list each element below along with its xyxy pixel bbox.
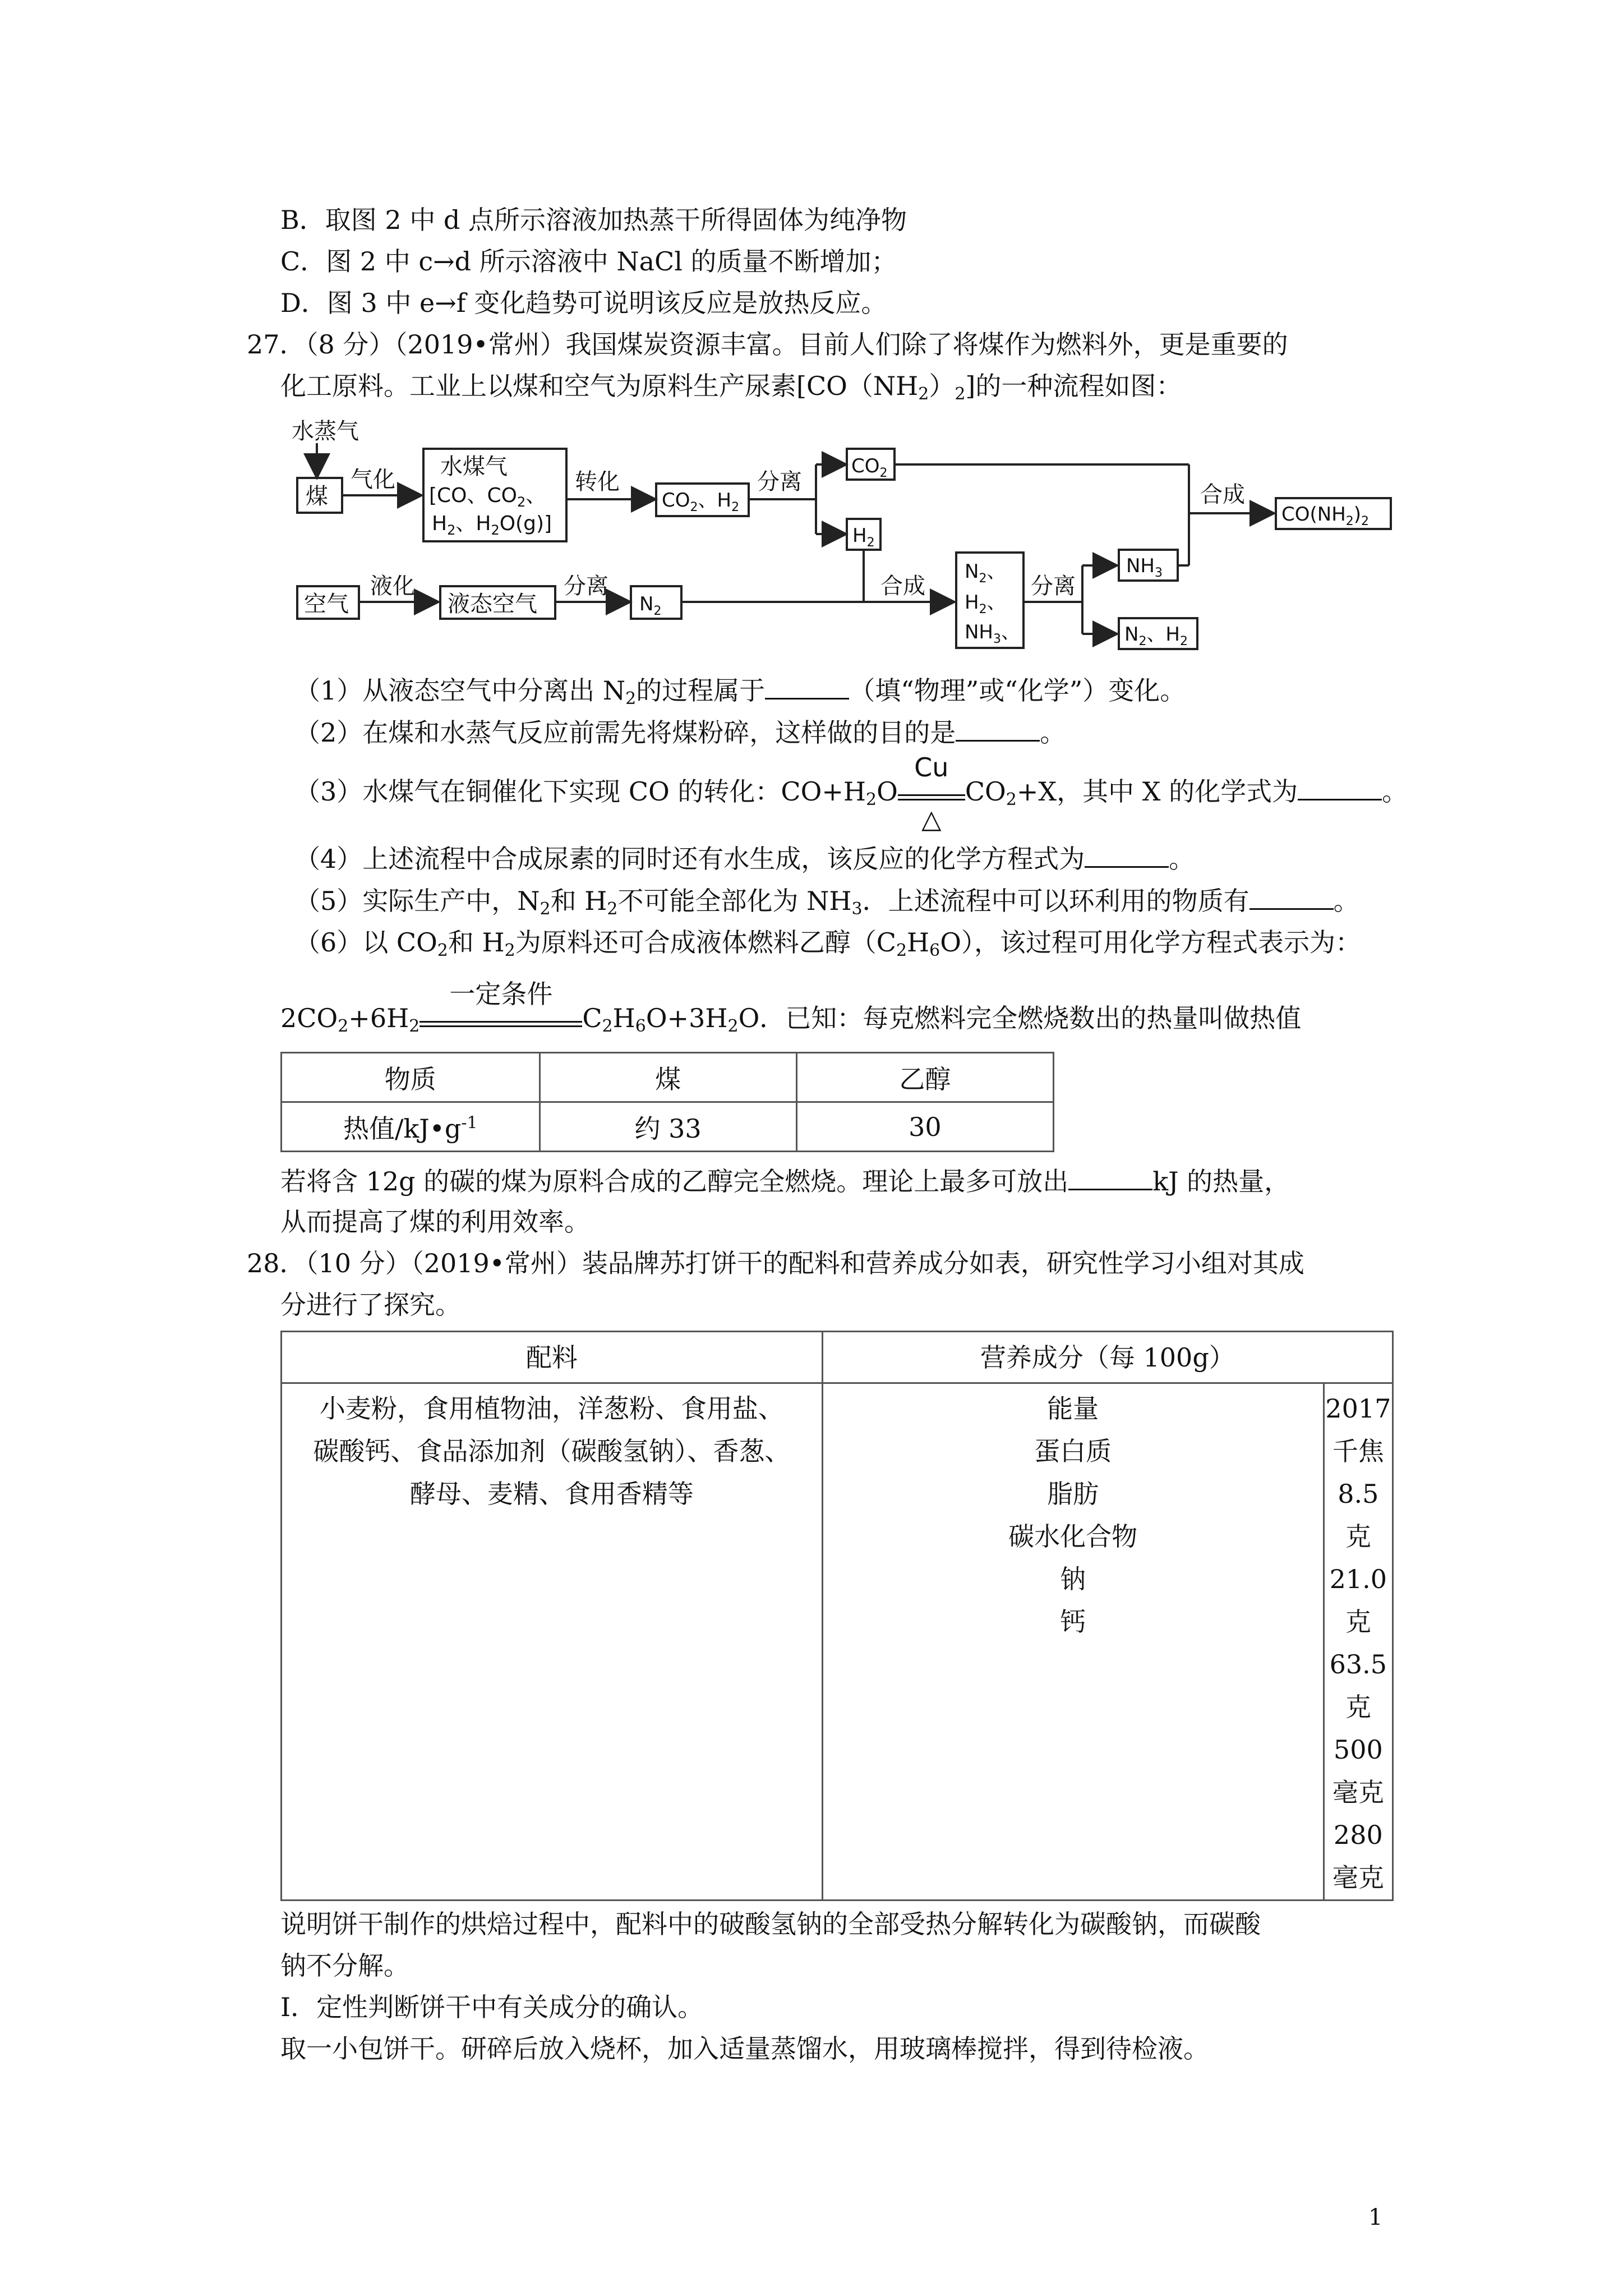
- nutri-values-cell: 2017 千焦 8.5 克 21.0 克 63.5 克 500 毫克 280 毫克: [1324, 1383, 1393, 1901]
- answer-blank-6[interactable]: [1068, 1164, 1152, 1190]
- page-number: 1: [1368, 2205, 1383, 2230]
- nutri-header-nutrition: 营养成分（每 100g）: [822, 1332, 1393, 1383]
- flow-mix-n2: $N_2$、: [965, 560, 1006, 586]
- heat-table-ethanol-value: 30: [796, 1102, 1053, 1152]
- q27-after-table: 若将含 12g 的碳的煤为原料合成的乙醇完全燃烧。理论上最多可放出 kJ 的热量，: [280, 1164, 1290, 1198]
- flow-air: 空气: [304, 591, 349, 617]
- heat-table-header-ethanol: 乙醇: [796, 1053, 1053, 1102]
- flow-synth-urea: 合成: [1200, 482, 1245, 508]
- answer-blank-1[interactable]: [765, 673, 849, 700]
- answer-blank-2[interactable]: [956, 715, 1040, 742]
- answer-blank-5[interactable]: [1249, 884, 1334, 910]
- flow-water-gas-line3: $H_2$、$H_2O(g)$]: [432, 512, 552, 538]
- flow-mix-h2: $H_2$、: [965, 591, 1006, 616]
- q28-note-2: 钠不分解。: [280, 1950, 409, 1981]
- q28-section-1-text: 取一小包饼干。研碎后放入烧杯，加入适量蒸馏水，用玻璃棒搅拌，得到待检液。: [280, 2033, 1209, 2064]
- flow-separate-3: 分离: [1031, 573, 1076, 599]
- flow-separate-2: 分离: [564, 573, 608, 599]
- q28-section-1: Ⅰ．定性判断饼干中有关成分的确认。: [280, 1992, 704, 2022]
- heat-table-coal-value: 约 33: [540, 1102, 796, 1152]
- q27-line-1: 27．（8 分）（2019•常州）我国煤炭资源丰富。目前人们除了将煤作为燃料外，更是重要的: [247, 329, 1288, 360]
- q27-part-3: （3）水煤气在铜催化下实现 CO 的转化：$CO+H_2O$ Cu △ $CO_2+X$，其中 X 的化学式为 。: [294, 752, 1408, 834]
- process-flow-diagram: [292, 415, 1413, 656]
- flow-liquefy: 液化: [370, 573, 415, 599]
- flow-gasify: 气化: [351, 467, 395, 493]
- q27-part-4: （4）上述流程中合成尿素的同时还有水生成，该反应的化学方程式为 。: [294, 841, 1195, 876]
- answer-blank-4[interactable]: [1085, 841, 1169, 868]
- flow-synth-nh3: 合成: [880, 573, 925, 599]
- heat-table-header-coal: 煤: [540, 1053, 796, 1102]
- flow-liquid-air: 液态空气: [448, 591, 537, 617]
- heat-value-table: [280, 1052, 1054, 1152]
- nutrition-table: [280, 1331, 1394, 1901]
- flow-urea: $CO(NH_2)_2$: [1281, 503, 1370, 528]
- q27-after-table-2: 从而提高了煤的利用效率。: [280, 1207, 590, 1237]
- answer-blank-3[interactable]: [1298, 774, 1382, 800]
- q28-line-2: 分进行了探究。: [280, 1290, 461, 1320]
- nutri-header-ingredients: 配料: [282, 1332, 823, 1383]
- option-b: B．取图 2 中 d 点所示溶液加热蒸干所得固体为纯净物: [280, 205, 907, 235]
- flow-co2-h2: $CO_2$、$H_2$: [662, 489, 740, 514]
- flow-n2: $N_2$: [639, 593, 662, 618]
- q27-part-1: （1）从液态空气中分离出 $N_2$的过程属于 （填“物理”或“化学”）变化。: [294, 673, 1186, 716]
- flow-nh3: $NH_3$: [1126, 555, 1163, 580]
- flow-separate-1: 分离: [757, 469, 802, 495]
- nutri-names-cell: 能量 蛋白质 脂肪 碳水化合物 钠 钙: [822, 1383, 1324, 1901]
- flow-mix-nh3: $NH_3$、: [965, 621, 1020, 646]
- option-c: C．图 2 中 c→d 所示溶液中 NaCl 的质量不断增加；: [280, 246, 897, 277]
- reaction-condition: 一定条件: [419, 1012, 582, 1027]
- catalyst-condition: Cu △: [898, 785, 965, 800]
- flow-coal: 煤: [306, 484, 328, 509]
- flow-h2: $H_2$: [852, 524, 875, 550]
- flow-n2-h2: $N_2$、$H_2$: [1124, 623, 1188, 648]
- flow-water-gas: 水煤气: [440, 454, 508, 480]
- flow-steam: 水蒸气: [292, 418, 359, 444]
- nutri-ingredients-cell: 小麦粉，食用植物油，洋葱粉、食用盐、 碳酸钙、食品添加剂（碳酸氢钠）、香葱、 酵母、麦精、食用香精等: [282, 1383, 823, 1901]
- heat-table-header-substance: 物质: [282, 1053, 540, 1102]
- q27-equation-6: $2CO_2+6H_2$ 一定条件 $C_2H_6O+3H_2O$．已知：每克燃料完全燃烧数出的热量叫做热值: [280, 979, 1302, 1036]
- q28-note-1: 说明饼干制作的烘焙过程中，配料中的破酸氢钠的全部受热分解转化为碳酸钠，而碳酸: [280, 1909, 1261, 1939]
- q27-part-2: （2）在煤和水蒸气反应前需先将煤粉碎，这样做的目的是 。: [294, 715, 1066, 749]
- heat-table-row-label: 热值$/kJ•g^{-1}$: [282, 1102, 540, 1152]
- option-d: D．图 3 中 e→f 变化趋势可说明该反应是放热反应。: [280, 288, 887, 318]
- flow-convert: 转化: [575, 469, 620, 495]
- q27-part-6: （6）以 $CO_2$和 $H_2$为原料还可合成液体燃料乙醇$(C_2H_6O)$，该过程可用化学方程式表示为：: [294, 927, 1361, 960]
- flow-water-gas-line2: [CO、$CO_2$、: [429, 484, 546, 510]
- q28-line-1: 28．（10 分）（2019•常州）装品牌苏打饼干的配料和营养成分如表，研究性学习小组对其成: [247, 1248, 1304, 1278]
- q27-part-5: （5）实际生产中，$N_2$和 $H_2$不可能全部化为 $NH_3$．上述流程中可以环利用的物质有 。: [294, 884, 1359, 926]
- flow-co2: $CO_2$: [851, 455, 888, 480]
- q27-line-2: 化工原料。工业上以煤和空气为原料生产尿素$[CO(NH_2)_2]$的一种流程如图：: [280, 371, 1182, 404]
